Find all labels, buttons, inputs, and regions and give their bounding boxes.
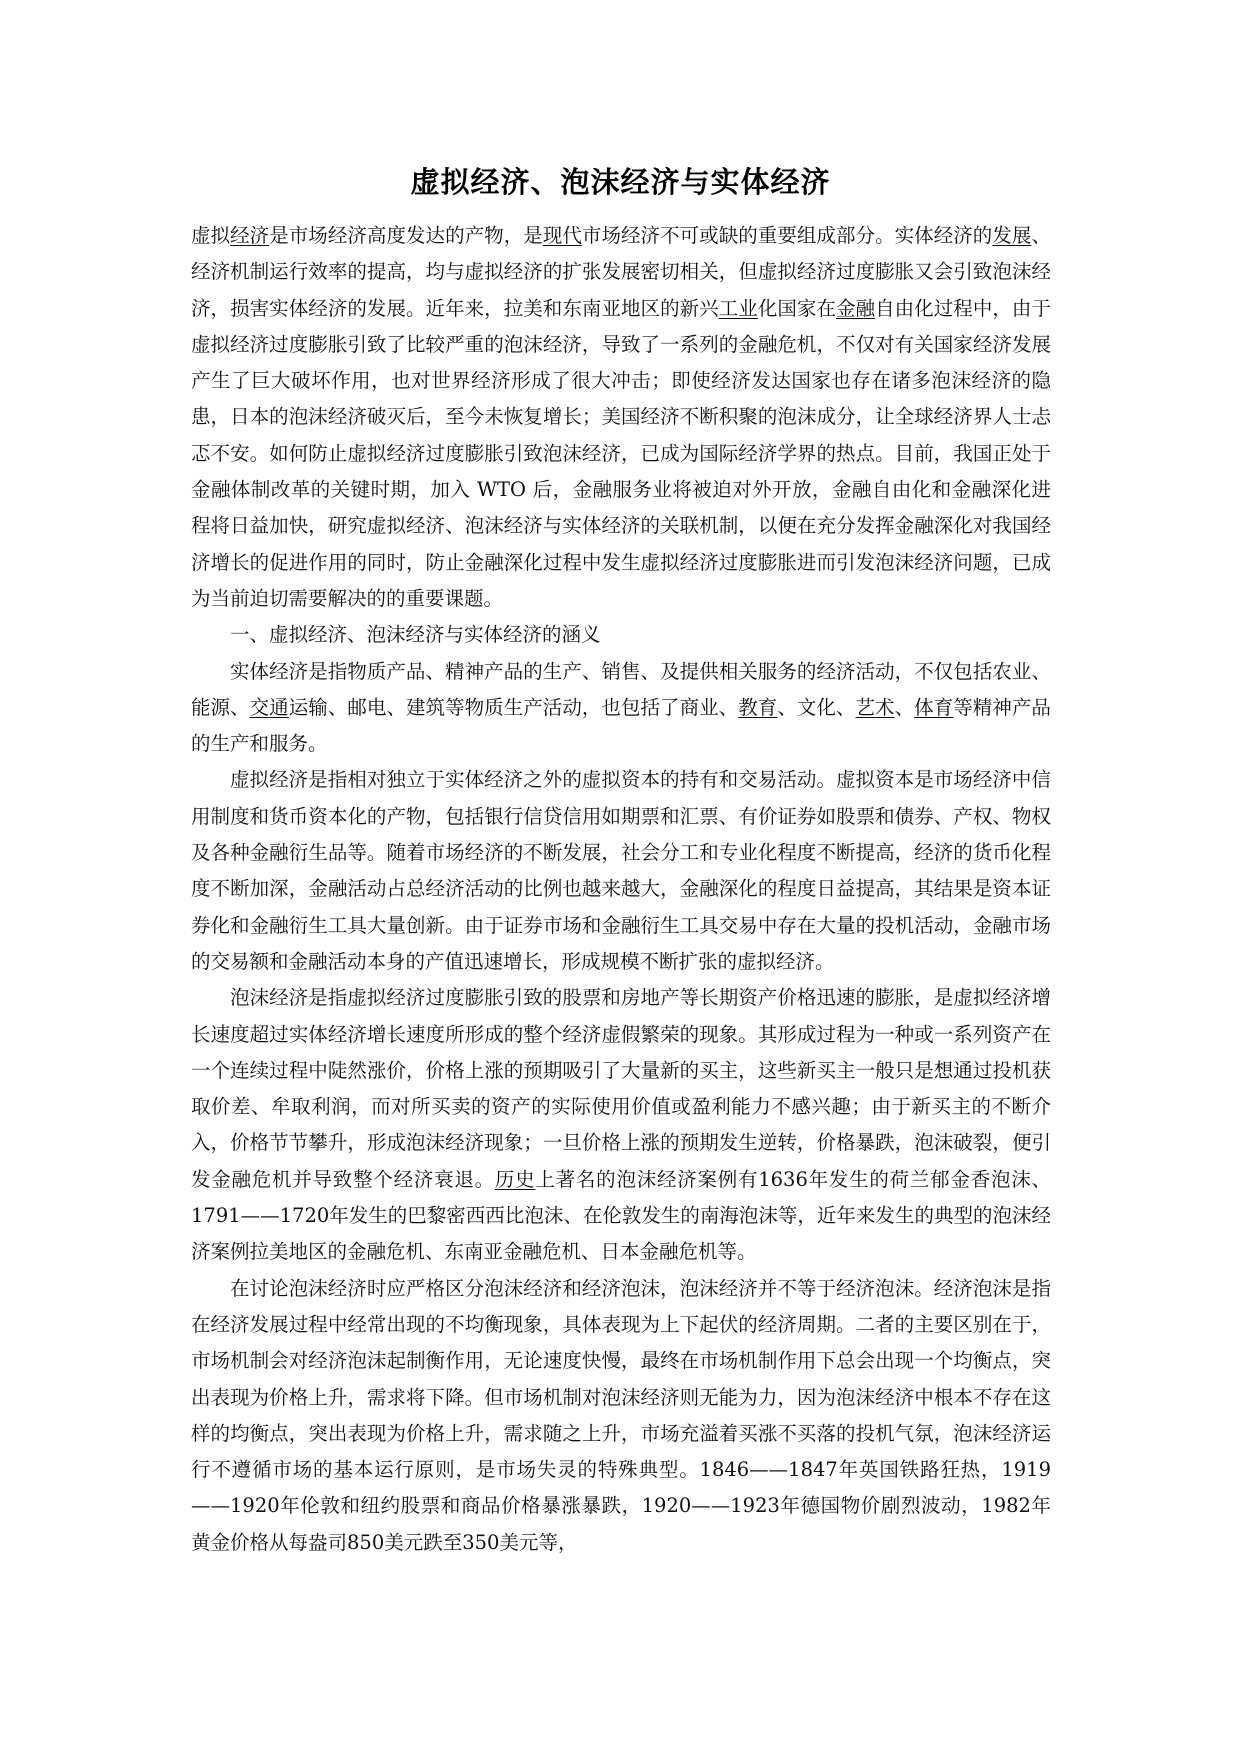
- document-body: [191, 218, 1051, 1561]
- document-title: 虚拟经济、泡沫经济与实体经济: [410, 165, 831, 199]
- link-development[interactable]: 发展: [992, 224, 1032, 247]
- intro-paragraph: 虚拟经济是市场经济高度发达的产物，是现代市场经济不可或缺的重要组成部分。实体经济的发展、经济机制运行效率的提高，均与虚拟经济的扩张发展密切相关，但虚拟经济过度膨胀又会引致泡沫经济，损害实体经济的发展。近年来，拉美和东南亚地区的新兴工业化国家在金融自由化过程中，由于虚拟经济过度膨胀引致了比较严重的泡沫经济，导致了一系列的金融危机，不仅对有关国家经济发展产生了巨大破坏作用，也对世界经济形成了很大冲击；即使经济发达国家也存在诸多泡沫经济的隐患，日本的泡沫经济破灭后，至今未恢复增长；美国经济不断积聚的泡沫成分，让全球经济界人士忐忑不安。如何防止虚拟经济过度膨胀引致泡沫经济，已成为国际经济学界的热点。目前，我国正处于金融体制改革的关键时期，加入 WTO 后，金融服务业将被迫对外开放，金融自由化和金融深化进程将日益加快，研究虚拟经济、泡沫经济与实体经济的关联机制，以便在充分发挥金融深化对我国经济增长的促进作用的同时，防止金融深化过程中发生虚拟经济过度膨胀进而引发泡沫经济问题，已成为当前迫切需要解决的的重要课题。: [191, 224, 1051, 610]
- distinction-paragraph: 在讨论泡沫经济时应严格区分泡沫经济和经济泡沫，泡沫经济并不等于经济泡沫。经济泡沫是指在经济发展过程中经常出现的不均衡现象，具体表现为上下起伏的经济周期。二者的主要区别在于，市场机制会对经济泡沫起制衡作用，无论速度快慢，最终在市场机制作用下总会出现一个均衡点，突出表现为价格上升，需求将下降。但市场机制对泡沫经济则无能为力，因为泡沫经济中根本不存在这样的均衡点，突出表现为价格上升，需求随之上升，市场充溢着买涨不买落的投机气氛，泡沫经济运行不遵循市场的基本运行原则，是市场失灵的特殊典型。1846——1847年英国铁路狂热，1919——1920年伦敦和纽约股票和商品价格暴涨暴跌，1920——1923年德国物价剧烈波动，1982年黄金价格从每盎司850美元跌至350美元等，: [191, 1276, 1051, 1554]
- link-history[interactable]: 历史: [494, 1167, 536, 1191]
- bubble-economy-paragraph: 泡沫经济是指虚拟经济过度膨胀引致的股票和房地产等长期资产价格迅速的膨胀，是虚拟经济增长速度超过实体经济增长速度所形成的整个经济虚假繁荣的现象。其形成过程为一种或一系列资产在一个连续过程中陡然涨价，价格上涨的预期吸引了大量新的买主，这些新买主一般只是想通过投机获取价差、牟取利润，而对所买卖的资产的实际使用价值或盈利能力不感兴趣；由于新买主的不断介入，价格节节攀升，形成泡沫经济现象；一旦价格上涨的预期发生逆转，价格暴跌，泡沫破裂，便引发金融危机并导致整个经济衰退。历史上著名的泡沫经济案例有1636年发生的荷兰郁金香泡沫、1791——1720年发生的巴黎密西西比泡沫、在伦敦发生的南海泡沫等，近年来发生的典型的泡沫经济案例拉美地区的金融危机、东南亚金融危机、日本金融危机等。: [191, 986, 1051, 1264]
- link-industry[interactable]: 工业: [718, 296, 758, 320]
- link-sports[interactable]: 体育: [914, 695, 954, 719]
- section-heading: 一、虚拟经济、泡沫经济与实体经济的涵义: [230, 623, 601, 647]
- link-finance[interactable]: 金融: [836, 296, 876, 320]
- virtual-economy-paragraph: 虚拟经济是指相对独立于实体经济之外的虚拟资本的持有和交易活动。虚拟资本是市场经济中信用制度和货币资本化的产物，包括银行信贷信用如期票和汇票、有价证券如股票和债券、产权、物权及各种金融衍生品等。随着市场经济的不断发展，社会分工和专业化程度不断提高，经济的货币化程度不断加深，金融活动占总经济活动的比例也越来越大，金融深化的程度日益提高，其结果是资本证券化和金融衍生工具大量创新。由于证券市场和金融衍生工具交易中存在大量的投机活动，金融市场的交易额和金融活动本身的产值迅速增长，形成规模不断扩张的虚拟经济。: [191, 768, 1051, 973]
- real-economy-paragraph: 实体经济是指物质产品、精神产品的生产、销售、及提供相关服务的经济活动，不仅包括农业、能源、交通运输、邮电、建筑等物质生产活动，也包括了商业、教育、文化、艺术、体育等精神产品的生产和服务。: [191, 659, 1051, 756]
- link-art[interactable]: 艺术: [855, 695, 895, 719]
- link-education[interactable]: 教育: [738, 695, 778, 719]
- link-modern[interactable]: 现代: [542, 224, 582, 247]
- link-transport[interactable]: 交通: [249, 695, 289, 719]
- link-economy[interactable]: 经济: [230, 224, 270, 247]
